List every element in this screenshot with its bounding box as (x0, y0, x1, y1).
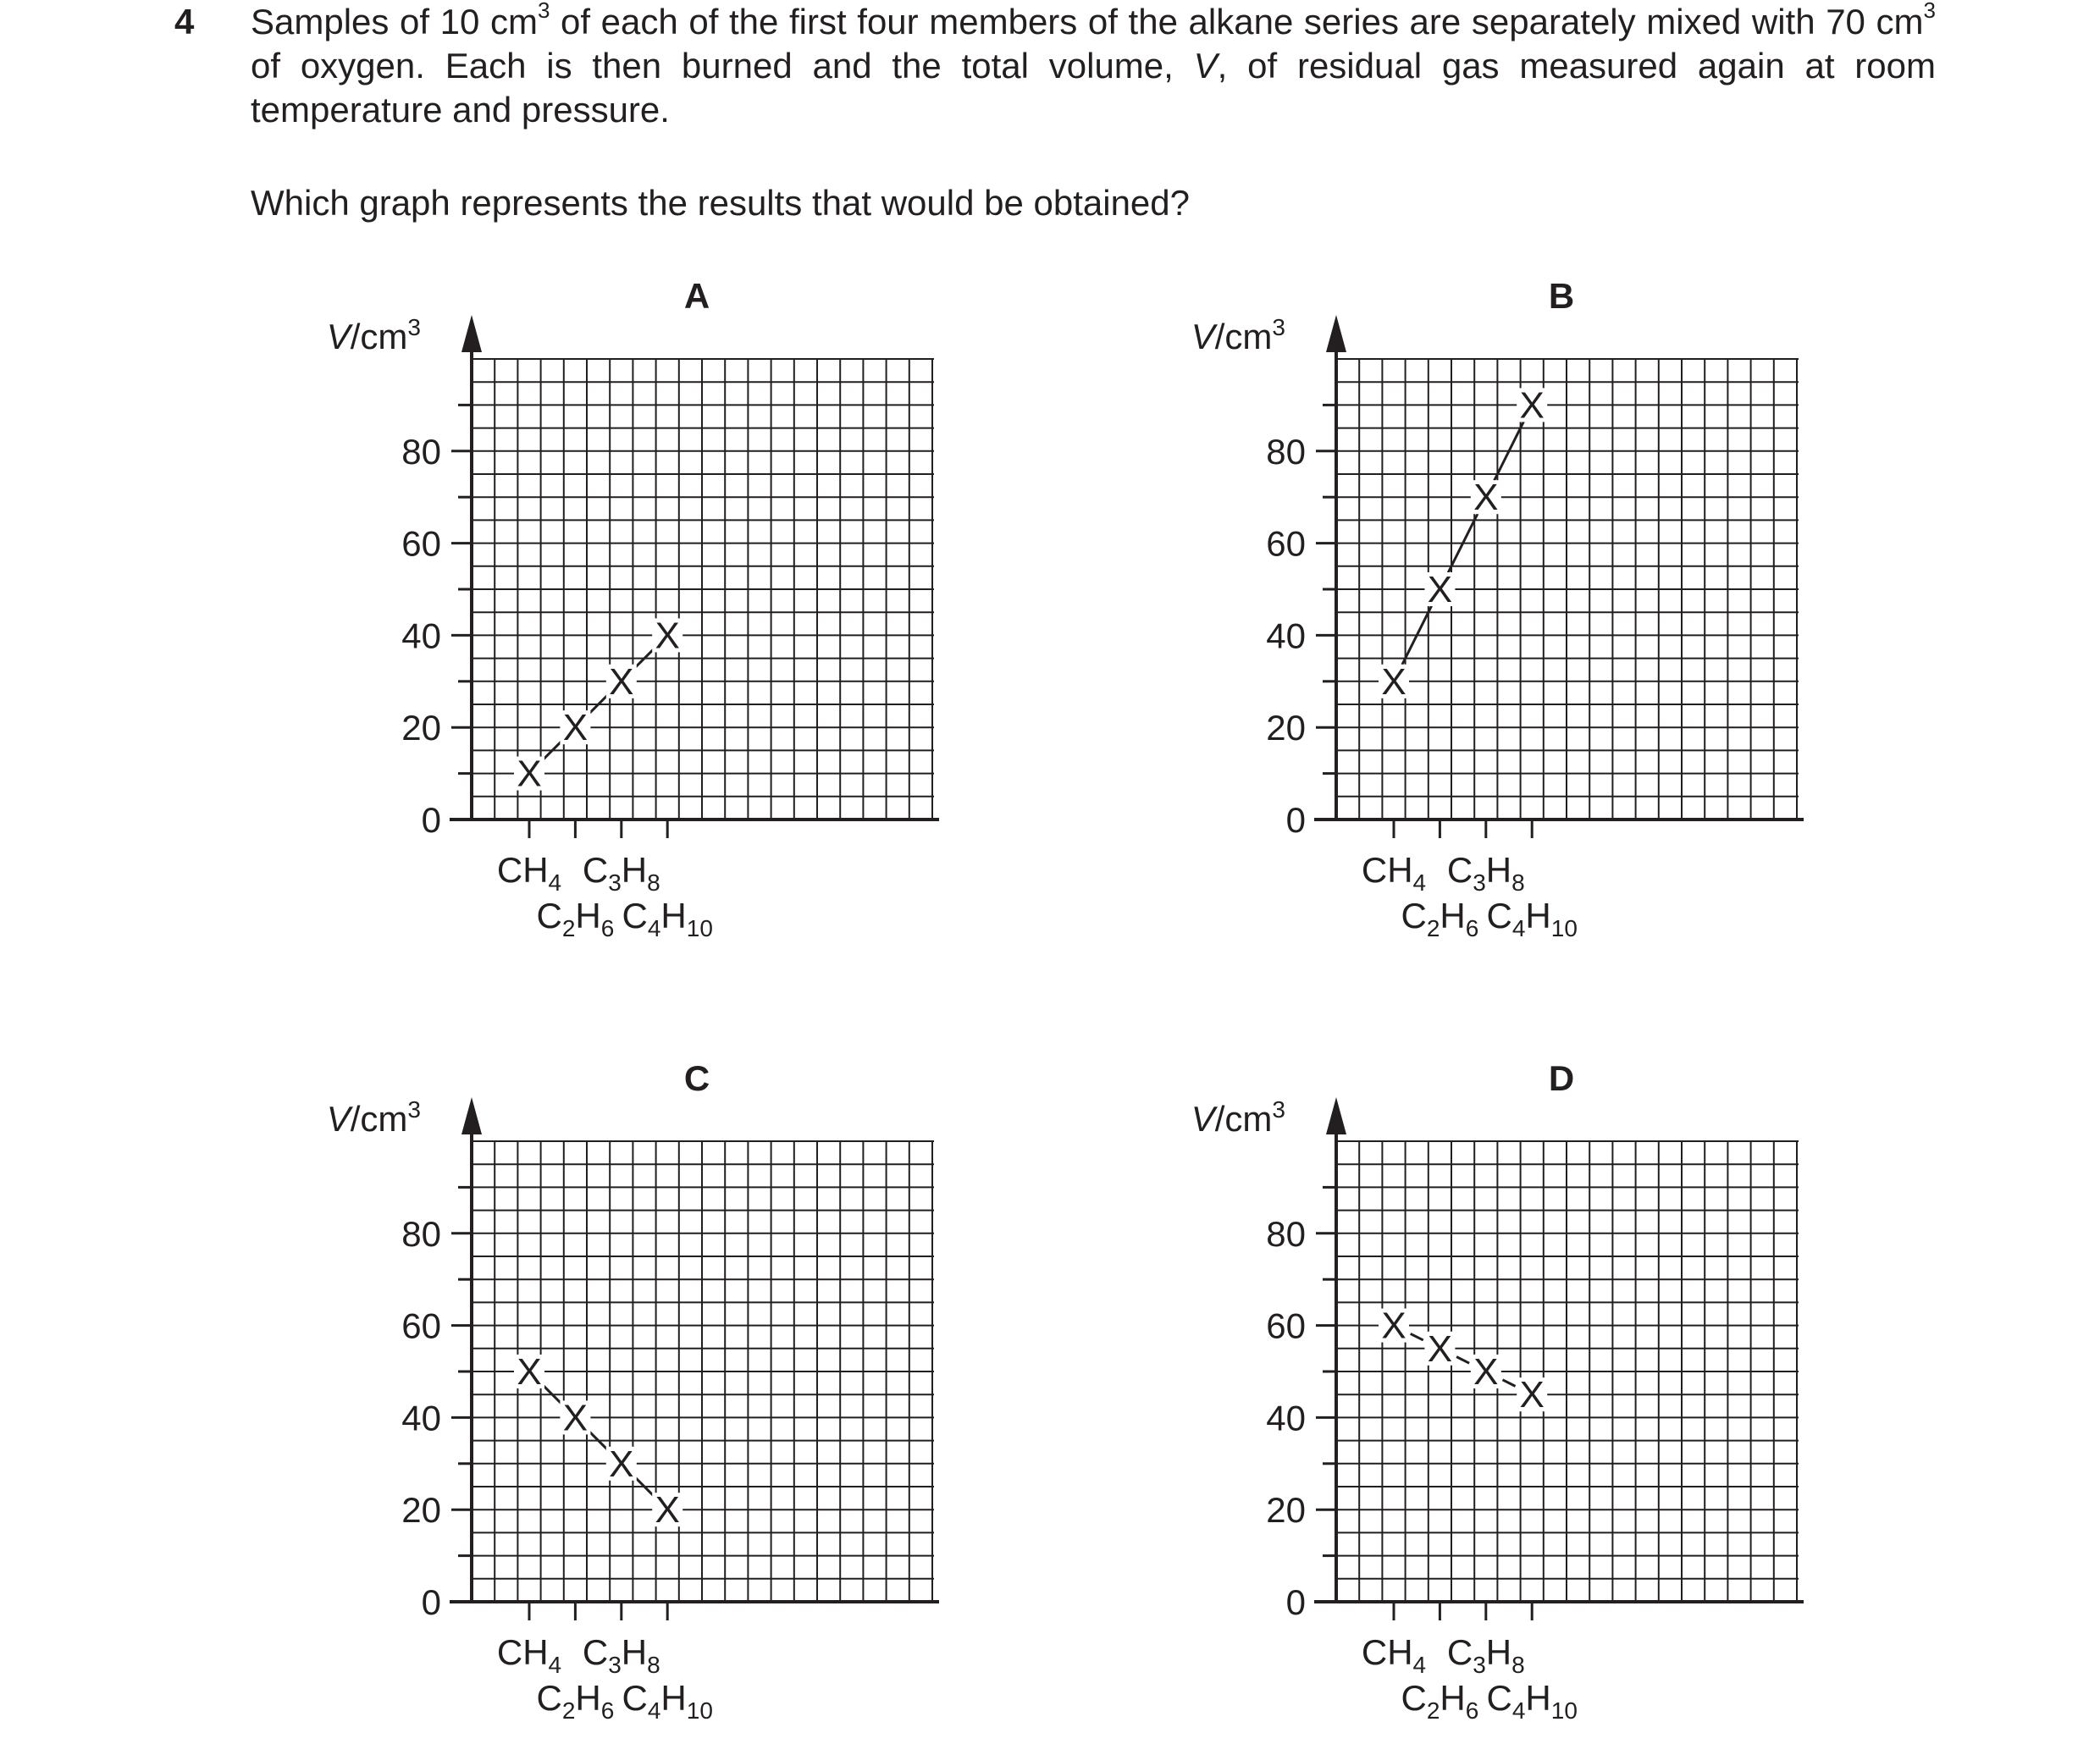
y-axis-arrow (461, 1097, 482, 1134)
y-axis-label-exp: 3 (1272, 314, 1285, 340)
x-tick-label (536, 1678, 614, 1724)
series-line-segment (1502, 1380, 1515, 1387)
formula-h: H (522, 850, 549, 890)
x-tick-label (622, 1678, 712, 1724)
y-tick-label: 80 (401, 1213, 441, 1254)
formula-h: H (522, 1632, 549, 1672)
grid (472, 359, 934, 820)
y-tick-label: 0 (1285, 800, 1306, 840)
graph-title: C (683, 1058, 710, 1098)
formula-h-sub: 10 (1550, 1697, 1578, 1724)
y-tick-label: 20 (401, 1490, 441, 1531)
formula-c: C (1446, 850, 1473, 890)
formula-c: C (1486, 896, 1512, 935)
x-tick-label (536, 896, 614, 941)
series-line-segment (1456, 1357, 1469, 1364)
data-point: X (1427, 569, 1453, 610)
y-axis-label-slash: / (1214, 1099, 1225, 1139)
formula-c-sub: 3 (608, 869, 622, 896)
question-text-part: Samples of 10 cm (251, 2, 538, 41)
formula-h-sub: 10 (686, 1697, 713, 1724)
series-line-segment (1411, 1333, 1423, 1340)
y-tick-label: 60 (401, 523, 441, 564)
y-axis-label (1191, 1096, 1285, 1139)
data-point: X (562, 707, 589, 749)
y-axis-label-slash: / (1214, 317, 1225, 356)
y-axis-label-var: V (326, 317, 351, 356)
formula-c-sub: 3 (608, 1652, 622, 1678)
formula-c-sub: 4 (1511, 915, 1526, 941)
question-text-part: of each of the first four members of the alkane series are separately mixed with 70 cm (550, 2, 1924, 41)
graph-d (1191, 1058, 1804, 1724)
y-tick-label: 0 (1285, 1582, 1306, 1622)
formula-c: C (496, 850, 523, 890)
data-point: X (1519, 384, 1545, 427)
formula-h-sub: 10 (1550, 915, 1578, 941)
formula-h: H (621, 1632, 648, 1672)
variable-v: V (1193, 46, 1218, 86)
y-tick-label: 60 (401, 1305, 441, 1346)
y-tick-label: 40 (1266, 1398, 1306, 1438)
x-tick-label (497, 850, 561, 896)
x-tick-label (583, 1632, 660, 1678)
data-point: X (609, 1443, 634, 1485)
x-tick-label (583, 850, 660, 896)
formula-h: H (1525, 1678, 1551, 1718)
data-point: X (1381, 1305, 1406, 1347)
formula-h: H (1440, 896, 1466, 935)
formula-c: C (496, 1632, 523, 1672)
y-axis-arrow (1326, 315, 1346, 352)
formula-c-sub: 4 (647, 915, 661, 941)
formula-c: C (582, 850, 609, 890)
graph-title: B (1548, 276, 1575, 316)
formula-h: H (1525, 896, 1551, 935)
formula-c: C (1486, 1678, 1512, 1718)
formula-c: C (1401, 1678, 1427, 1718)
formula-c: C (582, 1632, 609, 1672)
formula-c-sub: 4 (647, 1697, 661, 1724)
graph-a (327, 276, 939, 941)
formula-c-sub: 2 (1426, 1697, 1440, 1724)
question-prompt: Which graph represents the results that would be obtained? (251, 183, 1191, 223)
data-point: X (609, 660, 634, 703)
y-axis-label-slash: / (350, 317, 361, 356)
formula-h: H (621, 850, 648, 890)
grid (1336, 359, 1799, 820)
y-tick-label: 40 (401, 1398, 441, 1438)
superscript: 3 (537, 0, 550, 23)
formula-h-sub: 8 (1511, 869, 1525, 896)
y-axis-label-var: V (1191, 317, 1215, 356)
formula-c-sub: 4 (1511, 1697, 1526, 1724)
formula-h-sub: 6 (1465, 1697, 1479, 1724)
y-tick-label: 20 (401, 708, 441, 748)
y-tick-label: 60 (1266, 1305, 1306, 1346)
formula-h-sub: 4 (1412, 1652, 1427, 1678)
question-text-part: of oxygen. Each is then burned and the total volume, (251, 46, 1194, 86)
x-tick-label (1486, 1678, 1577, 1724)
formula-h: H (1387, 1632, 1413, 1672)
y-axis-label-exp: 3 (407, 1096, 421, 1123)
data-point: X (1473, 477, 1499, 519)
formula-h-sub: 8 (1511, 1652, 1525, 1678)
grid (1336, 1141, 1799, 1602)
y-axis-label-unit: cm (1224, 317, 1273, 356)
formula-h: H (1387, 850, 1413, 890)
x-tick-label (1447, 850, 1525, 896)
formula-c-sub: 2 (561, 1697, 576, 1724)
question-text-part: , of residual gas measured again at room temperature and pressure. (251, 46, 1937, 130)
formula-c: C (622, 1678, 648, 1718)
y-tick-label: 80 (1266, 1213, 1306, 1254)
formula-c-sub: 2 (1426, 915, 1440, 941)
graph-c (327, 1058, 939, 1724)
formula-c: C (1361, 1632, 1388, 1672)
formula-h: H (575, 896, 601, 935)
graph-title: A (683, 276, 710, 316)
y-tick-label: 0 (421, 1582, 441, 1622)
y-axis-label-exp: 3 (407, 314, 421, 340)
data-point: X (517, 753, 542, 795)
graph-b (1191, 276, 1804, 941)
x-tick-label (1486, 896, 1577, 941)
y-axis-label-unit: cm (360, 317, 408, 356)
x-tick-label (1362, 850, 1426, 896)
formula-h: H (660, 896, 687, 935)
formula-h: H (1485, 1632, 1512, 1672)
x-tick-label (1362, 1632, 1426, 1678)
data-point: X (517, 1351, 542, 1393)
data-point: X (655, 615, 680, 657)
superscript: 3 (1923, 0, 1936, 23)
y-tick-label: 80 (1266, 431, 1306, 472)
x-tick-label (1401, 1678, 1478, 1724)
y-axis-arrow (1326, 1097, 1346, 1134)
data-point: X (1519, 1374, 1545, 1416)
y-axis-arrow (461, 315, 482, 352)
y-axis-label-unit: cm (1224, 1099, 1273, 1139)
formula-c: C (536, 896, 562, 935)
formula-c: C (1401, 896, 1427, 935)
y-axis-label-slash: / (350, 1099, 361, 1139)
formula-h-sub: 6 (600, 1697, 615, 1724)
formula-c-sub: 3 (1473, 1652, 1486, 1678)
formula-h-sub: 10 (686, 915, 713, 941)
data-point: X (562, 1397, 589, 1439)
y-tick-label: 40 (401, 615, 441, 656)
formula-h-sub: 8 (647, 869, 660, 896)
y-axis-label-var: V (326, 1099, 351, 1139)
formula-c-sub: 3 (1473, 869, 1486, 896)
y-tick-label: 0 (421, 800, 441, 840)
y-axis-label (327, 314, 421, 356)
y-axis-label (327, 1096, 421, 1139)
y-axis-label-var: V (1191, 1099, 1215, 1139)
data-point: X (1381, 660, 1406, 703)
data-point: X (1427, 1327, 1453, 1370)
x-tick-label (622, 896, 712, 941)
y-tick-label: 80 (401, 431, 441, 472)
formula-h-sub: 4 (548, 1652, 562, 1678)
y-tick-label: 40 (1266, 615, 1306, 656)
x-tick-label (497, 1632, 561, 1678)
question-number: 4 (174, 2, 195, 41)
y-tick-label: 20 (1266, 708, 1306, 748)
formula-c: C (1361, 850, 1388, 890)
y-tick-label: 60 (1266, 523, 1306, 564)
x-tick-label (1447, 1632, 1525, 1678)
y-axis-label-unit: cm (360, 1099, 408, 1139)
data-point: X (1473, 1351, 1499, 1393)
formula-c: C (622, 896, 648, 935)
formula-h: H (1440, 1678, 1466, 1718)
formula-c: C (536, 1678, 562, 1718)
formula-h-sub: 6 (600, 915, 615, 941)
y-axis-label (1191, 314, 1285, 356)
x-tick-label (1401, 896, 1478, 941)
y-axis-label-exp: 3 (1272, 1096, 1285, 1123)
y-tick-label: 20 (1266, 1490, 1306, 1531)
formula-h: H (660, 1678, 687, 1718)
formula-h: H (1485, 850, 1512, 890)
formula-h-sub: 6 (1465, 915, 1479, 941)
graph-title: D (1548, 1058, 1575, 1098)
formula-c-sub: 2 (561, 915, 576, 941)
formula-h-sub: 8 (647, 1652, 660, 1678)
formula-h: H (575, 1678, 601, 1718)
formula-h-sub: 4 (548, 869, 562, 896)
formula-c: C (1446, 1632, 1473, 1672)
formula-h-sub: 4 (1412, 869, 1427, 896)
data-point: X (655, 1489, 680, 1532)
